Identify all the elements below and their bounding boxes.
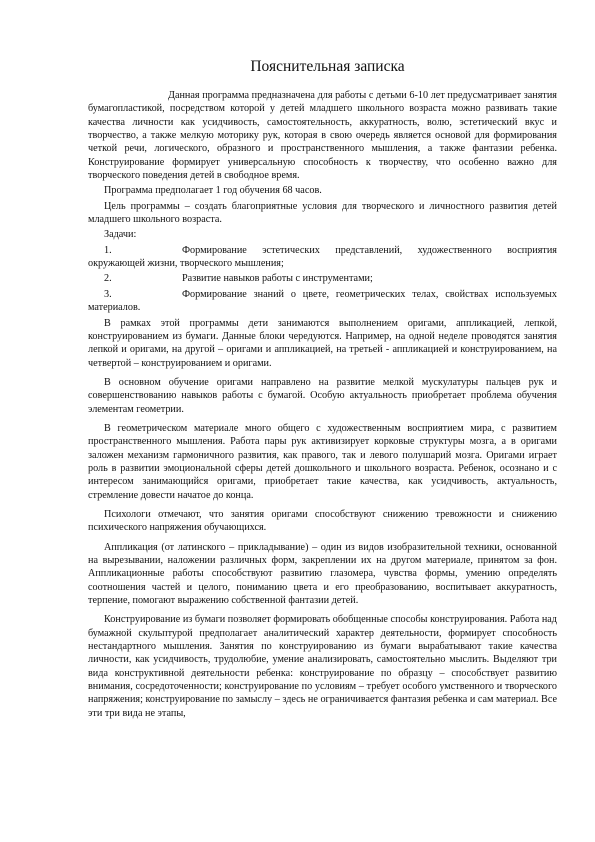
- paragraph-geometry: В геометрическом материале много общего с художественным восприятием мира, с развитием пространственного мышления. Работа пары рук активизирует корковые структуры мозга, а в оригами заложен механизм гармоничного развития, как правого, так и левого полушарий мозга. Оригами играет роль в развитии эмоциональной сферы детей дошкольного и школьного возраста. Ребенок, осознано и с интересом занимающийся оригами, приобретает такие качества, как усидчивость, актуальность, стремление довести начатое до конца.: [88, 422, 557, 501]
- task-item: [88, 244, 557, 271]
- document-body: [88, 89, 557, 720]
- paragraph-psychologists: Психологи отмечают, что занятия оригами способствуют снижению тревожности и снижению психического напряжения обучающихся.: [88, 508, 557, 534]
- paragraph-origami: В основном обучение оригами направлено на развитие мелкой мускулатуры пальцев рук и совершенствованию навыков работы с бумагой. Особую актуальность приобретает проблема обучения элементам геометрии.: [88, 376, 557, 415]
- paragraph-intro: Данная программа предназначена для работы с детьми 6-10 лет предусматривает занятия бумагопластикой, посредством которой у детей младшего школьного возраста можно развивать такие качества личности как усидчивость, самостоятельность, аккуратность, волю, эстетический вкус и творчество, а также мелкую моторику рук, которая в свою очередь является основой для формирования четкой речи, логического, образного и пространственного мышления, а также фантазии ребенка. Конструирование формирует универсальную способность к творчеству, что особенно важно для творческого поведения детей в свободное время.: [88, 90, 557, 182]
- paragraph-construction: Конструирование из бумаги позволяет формировать обобщенные способы конструирования. Работа над бумажной скульптурой предполагает аналитический характер деятельности, формирует способность нестандартного мышления. Занятия по конструированию из бумаги вырабатывают такие качества личности, как усидчивость, трудолюбие, умение анализировать, самостоятельно мыслить. Выделяют три вида конструктивной деятельности ребенка: конструирование по образцу – способствует развитию внимания, сосредоточенности; конструирование по условиям – требует особого умственного и творческого напряжения; конструирование по замыслу – здесь не ограничивается фантазия ребенка и сам материал. Все эти три вида не этапы,: [88, 614, 557, 719]
- page-title: Пояснительная записка: [250, 58, 405, 75]
- task-item: [88, 272, 557, 285]
- paragraph-duration: Программа предполагает 1 год обучения 68 часов.: [104, 185, 322, 197]
- task-text: Развитие навыков работы с инструментами;: [182, 273, 373, 285]
- task-text: Формирование эстетических представлений, художественного восприятия окружающей жизни, творческого мышления;: [88, 244, 557, 270]
- task-number: 1.: [104, 244, 112, 256]
- task-item: [88, 288, 557, 315]
- paragraph-goal: Цель программы – создать благоприятные условия для творческого и личностного развития детей младшего школьного возраста.: [88, 200, 557, 226]
- paragraph-blocks: В рамках этой программы дети занимаются выполнением оригами, аппликацией, лепкой, конструированием из бумаги. Данные блоки чередуются. Например, на одной неделе проводятся занятия лепкой и оригами, на другой – оригами и аппликацией, на третьей - аппликацией и конструированием, на четвертой – конструированием и оригами.: [88, 317, 557, 369]
- task-number: 2.: [104, 273, 112, 285]
- paragraph-applique: Аппликация (от латинского – прикладывание) – один из видов изобразительной техники, основанной на вырезывании, наложении различных форм, закреплении их на другом материале, принятом за фон. Аппликационные работы способствуют развитию глазомера, чувства формы, умению определять соотношения частей и целого, пониманию цвета и его преобразованию, воспитывает аккуратность, терпение, помогают выражению собственной фантазии детей.: [88, 541, 557, 607]
- task-number: 3.: [104, 288, 112, 300]
- paragraph-tasks-heading: Задачи:: [104, 229, 137, 241]
- task-text: Формирование знаний о цвете, геометрических телах, свойствах используемых материалов.: [88, 288, 557, 314]
